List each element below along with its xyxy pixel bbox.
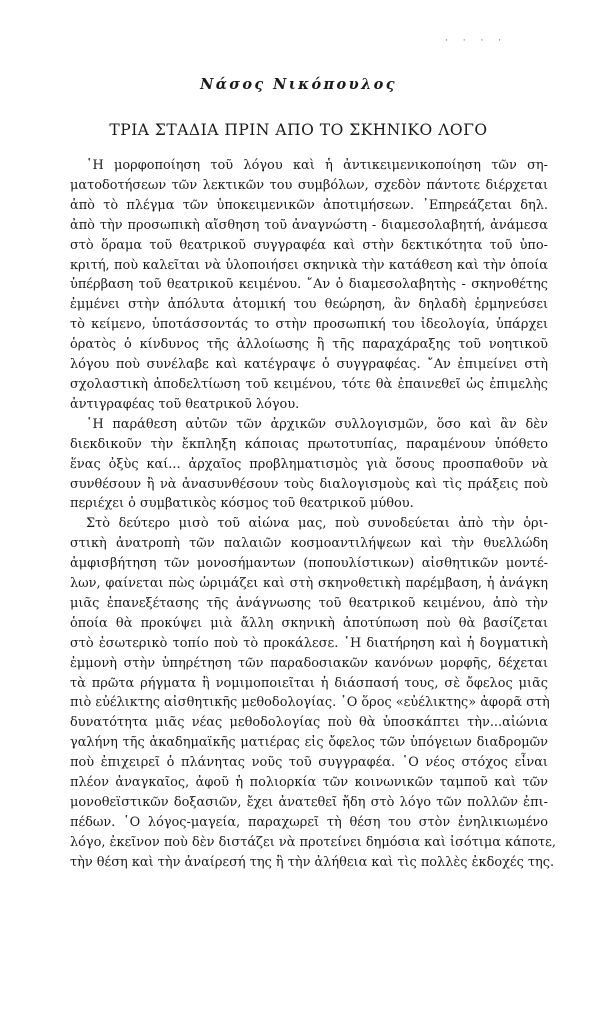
text-line: τὰ πρῶτα ρήγματα ἢ νομιμοποιεῖται ἡ διάσπασή τους, σὲ ὄφελος μιᾶς <box>70 675 548 691</box>
text-line: ἐμμονὴ στὴν ὑπηρέτηση τῶν παραδοσιακῶν κανόνων μορφῆς, δέχεται <box>70 655 548 671</box>
article-title: ΤΡΙΑ ΣΤΑΔΙΑ ΠΡΙΝ ΑΠΟ ΤΟ ΣΚΗΝΙΚΟ ΛΟΓΟ <box>109 121 488 139</box>
text-line: ἐμμένει στὴν ἀπόλυτα ἀτομική του θεώρηση, ἂν δηλαδὴ ἑρμηνεύσει <box>70 297 548 313</box>
text-line: μονοθεϊστικῶν δοξασιῶν, ἔχει ἀνατεθεῖ ἤδη στὸ λόγο τῶν πολλῶν ἐπι- <box>70 795 548 810</box>
paragraph <box>70 514 556 872</box>
text-line: ἀπὸ τὸ πλέγμα τῶν ὑποκειμενικῶν ἀποτιμήσεων. ᾿Επηρεάζεται δηλ. <box>70 197 548 213</box>
corner-marks: · · · · <box>445 36 508 46</box>
text-line: Στὸ δεύτερο μισὸ τοῦ αἰώνα μας, ποὺ συνοδεύεται ἀπὸ τὴν ὁρι- <box>86 516 548 532</box>
text-line: περιέχει ὁ συμβατικὸς κόσμος τοῦ θεατρικοῦ μύθου. <box>70 496 414 512</box>
author-name: Νάσος Νικόπουλος <box>200 76 397 93</box>
text-line: ὁποία θὰ προκύψει μιὰ ἄλλη σκηνικὴ ἀποτύπωση ποὺ θὰ βασίζεται <box>70 615 548 631</box>
text-line: δυνατότητα μιᾶς νέας μεθοδολογίας ποὺ θὰ ὑποσκάπτει τὴν...αἰώνια <box>70 715 548 731</box>
text-line: στὸ ἐσωτερικὸ τοπίο ποὺ τὸ προκάλεσε. ῾Η διατήρηση καὶ ἡ δογματικὴ <box>70 635 548 651</box>
article-body <box>70 156 556 873</box>
text-line: ἀπὸ τὴν προσωπικὴ αἴσθηση τοῦ ἀναγνώστη - διαμεσολαβητή, ἀνάμεσα <box>70 217 548 233</box>
text-line: κριτή, ποὺ καλεῖται νὰ ὑλοποιήσει σκηνικὰ τὴν κατάθεση καὶ τὴν ὁποία <box>70 257 548 273</box>
text-line: διεκδικοῦν τὴν ἔκπληξη κάποιας πρωτοτυπίας, παραμένουν ὑπόθετο <box>70 436 548 452</box>
text-line: ῾Η παράθεση αὐτῶν τῶν ἀρχικῶν συλλογισμῶν, ὅσο καὶ ἂν δὲν <box>86 416 548 432</box>
text-line: πιὸ εὐέλικτης αἰσθητικῆς μεθοδολογίας. ῾Ο ὅρος «εὐέλικτης» ἀφορᾶ στὴ <box>70 695 550 711</box>
text-line: τὸ κείμενο, ὑποτάσσοντάς το στὴν προσωπική του ἰδεολογία, ὑπάρχει <box>70 317 548 333</box>
text-line: πέδων. ῾Ο λόγος-μαγεία, παραχωρεῖ τὴ θέση του στὸν ἐνηλικιωμένο <box>70 814 548 830</box>
text-line: γαλήνη τῆς ἀκαδημαϊκῆς ματιέρας εἰς ὄφελος τῶν ὑπόγειων διαδρομῶν <box>70 735 548 751</box>
text-line: ματοδοτήσεων τῶν λεκτικῶν του συμβόλων, σχεδὸν πάντοτε διέρχεται <box>70 177 548 193</box>
text-line: ῾Η μορφοποίηση τοῦ λόγου καὶ ἡ ἀντικειμενικοποίηση τῶν ση- <box>86 158 548 173</box>
text-line: ποὺ ἐπιχειρεῖ ὁ πλάνητας νοῦς τοῦ συγγραφέα. ῾Ο νέος στόχος εἶναι <box>70 755 548 771</box>
text-line: σχολαστικὴ ἀποδελτίωση τοῦ κειμένου, τότε θὰ ἐπαινεθεῖ ὡς ἐπιμελὴς <box>70 376 548 392</box>
text-line: στικὴ ἀνατροπὴ τῶν παλαιῶν κοσμοαντιλήψεων καὶ τὴν θυελλώδη <box>70 536 548 552</box>
text-line: τὴν θέση καὶ τὴν ἀναίρεσή της ἢ τὴν ἀλήθεια καὶ τὶς πολλὲς ἐκδοχές της. <box>70 854 555 870</box>
text-line: συνθέσουν ἢ νὰ ἀνασυνθέσουν τοὺς διαλογισμοὺς καὶ τὶς πράξεις ποὺ <box>70 476 548 492</box>
text-line: ἕνας ὀξὺς καί... ἀρχαῖος προβληματισμὸς γιὰ ὅσους προσπαθοῦν νὰ <box>70 456 548 472</box>
text-line: ὑπέρβαση τοῦ θεατρικοῦ κειμένου. ῎Αν ὁ διαμεσολαβητὴς - σκηνοθέτης <box>70 277 548 293</box>
paragraph <box>70 415 548 515</box>
text-line: λόγο, ἐκεῖνον ποὺ δὲν διστάζει νὰ προτείνει δημόσια καὶ ἰσότιμα κάποτε, <box>70 834 556 850</box>
text-line: ἀντιγραφέας τοῦ θεατρικοῦ λόγου. <box>70 396 300 412</box>
text-line: στὸ ὅραμα τοῦ θεατρικοῦ συγγραφέα καὶ στὴν δεκτικότητα τοῦ ὑπο- <box>70 237 548 253</box>
text-line: μιᾶς ἐπανεξέτασης τῆς ἀνάγνωσης τοῦ θεατρικοῦ κειμένου, ἀπὸ τὴν <box>70 595 548 611</box>
paragraph <box>70 156 548 415</box>
text-line: λων, φαίνεται πὼς ὡριμάζει καὶ στὴ σκηνοθετικὴ παρέμβαση, ἡ ἀνάγκη <box>70 576 548 592</box>
text-line: πλέον ἀναγκαῖος, ἀφοῦ ἡ πολιορκία τῶν κοινωνικῶν ταμποῦ καὶ τῶν <box>70 775 548 791</box>
text-line: λόγου ποὺ συνέλαβε καὶ κατέγραψε ὁ συγγραφέας. ῎Αν ἐπιμείνει στὴ <box>70 357 548 373</box>
text-line: ὁρατὸς ὁ κίνδυνος τῆς ἀλλοίωσης ἢ τῆς παραχάραξης τοῦ νοητικοῦ <box>70 337 548 353</box>
text-line: ἀμφισβήτηση τῶν μονοσήμαντων (ποπουλίστικων) αἰσθητικῶν μοντέ- <box>70 556 548 572</box>
